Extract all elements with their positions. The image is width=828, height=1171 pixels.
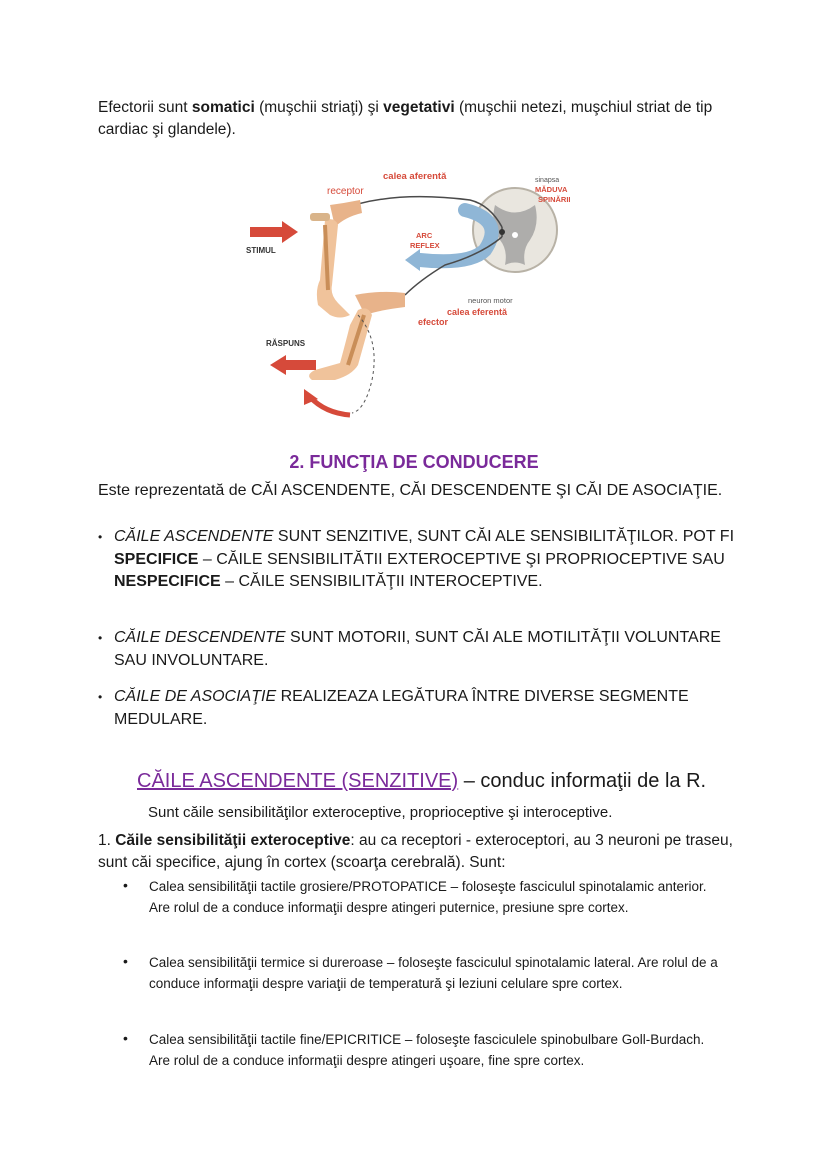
label-neuron-motor: neuron motor (468, 296, 513, 305)
label-stimul: STIMUL (246, 246, 276, 255)
upper-leg (310, 200, 362, 318)
label-efector: efector (418, 317, 449, 327)
ascendente-subtitle: Sunt căile sensibilităţilor exteroceptive, proprioceptive şi interoceptive. (148, 804, 613, 821)
bullet-symbol: • (123, 1030, 128, 1046)
bullet-cai-descendente: • CĂILE DESCENDENTE SUNT MOTORII, SUNT CĂI ALE MOTILITĂŢII VOLUNTARE SAU INVOLUNTARE. (98, 629, 721, 669)
label-receptor: receptor (327, 186, 364, 197)
bullet-symbol: • (98, 631, 103, 645)
list-item: • Calea sensibilităţii tactile grosiere/PROTOPATICE – foloseşte fasciculul spinotalamic anterior. Are rolul de a conduce informaţii despre atingeri puternice, presiune spre cortex. (123, 877, 707, 915)
label-sinapsa: sinapsa (535, 177, 560, 184)
label-spinarii: SPINĂRII (538, 195, 571, 204)
ascendente-title-link[interactable]: CĂILE ASCENDENTE (SENZITIVE) (137, 770, 459, 792)
intro-paragraph: Efectorii sunt somatici (muşchii striaţi) şi vegetativi (muşchii netezi, muşchiul striat de tip cardiac şi glandele). (98, 99, 713, 138)
label-arc: ARC (416, 231, 433, 240)
list-item: • Calea sensibilităţii termice si dureroase – foloseşte fasciculul spinotalamic lateral. Are rolul de a conduce informaţii despre variaţii de temperatură şi leziuni celulare spre cortex. (123, 953, 718, 991)
ascendente-title: CĂILE ASCENDENTE (SENZITIVE) – conduc informaţii de la R. (137, 770, 707, 792)
bullet-symbol: • (123, 877, 128, 893)
bold-somatici: somatici (191, 99, 255, 116)
label-reflex: REFLEX (410, 241, 440, 250)
exteroceptive-paragraph: 1. Căile sensibilităţii exteroceptive: au ca receptori - exteroceptori, au 3 neuroni pe traseu, sunt căi specifice, ajung în cortex (scoarţa cerebrală). Sunt: (98, 832, 733, 871)
list-item: • Calea sensibilităţii tactile fine/EPICRITICE – foloseşte fasciculele spinobulbare Goll-Burdach. Are rolul de a conduce informaţii despre atingeri uşoare, fine spre cortex. (123, 1030, 705, 1068)
bold-vegetativi: vegetativi (383, 99, 455, 116)
bullet-cai-ascendente: • CĂILE ASCENDENTE SUNT SENZITIVE, SUNT CĂI ALE SENSIBILITĂŢILOR. POT FI SPECIFICE – CĂILE SENSIBILITĂTII EXTEROCEPTIVE ŞI PROPRIOCEPTIVE SAU NESPECIFICE – CĂILE SENSIBILITĂŢII INTEROCEPTIVE. (98, 528, 735, 590)
label-raspuns: RĂSPUNS (266, 339, 306, 348)
response-arrow (270, 355, 316, 375)
label-maduva: MĂDUVA (535, 185, 568, 194)
section-heading-conducere: 2. FUNCŢIA DE CONDUCERE (289, 452, 539, 472)
label-calea-eferenta: calea eferentă (447, 307, 508, 317)
bullet-cai-asociatie: • CĂILE DE ASOCIAŢIE REALIZEAZA LEGĂTURA ÎNTRE DIVERSE SEGMENTE MEDULARE. (98, 688, 689, 728)
conducere-intro: Este reprezentată de CĂI ASCENDENTE, CĂI DESCENDENTE ŞI CĂI DE ASOCIAŢIE. (98, 482, 723, 499)
bullet-symbol: • (98, 690, 103, 704)
reflex-arc-illustration (240, 165, 600, 420)
bullet-symbol: • (123, 953, 128, 969)
label-calea-aferenta: calea aferentă (383, 171, 447, 182)
bullet-symbol: • (98, 530, 103, 544)
reflex-arc-figure (240, 165, 600, 420)
lower-leg (309, 292, 405, 413)
stimulus-arrow (250, 221, 298, 243)
